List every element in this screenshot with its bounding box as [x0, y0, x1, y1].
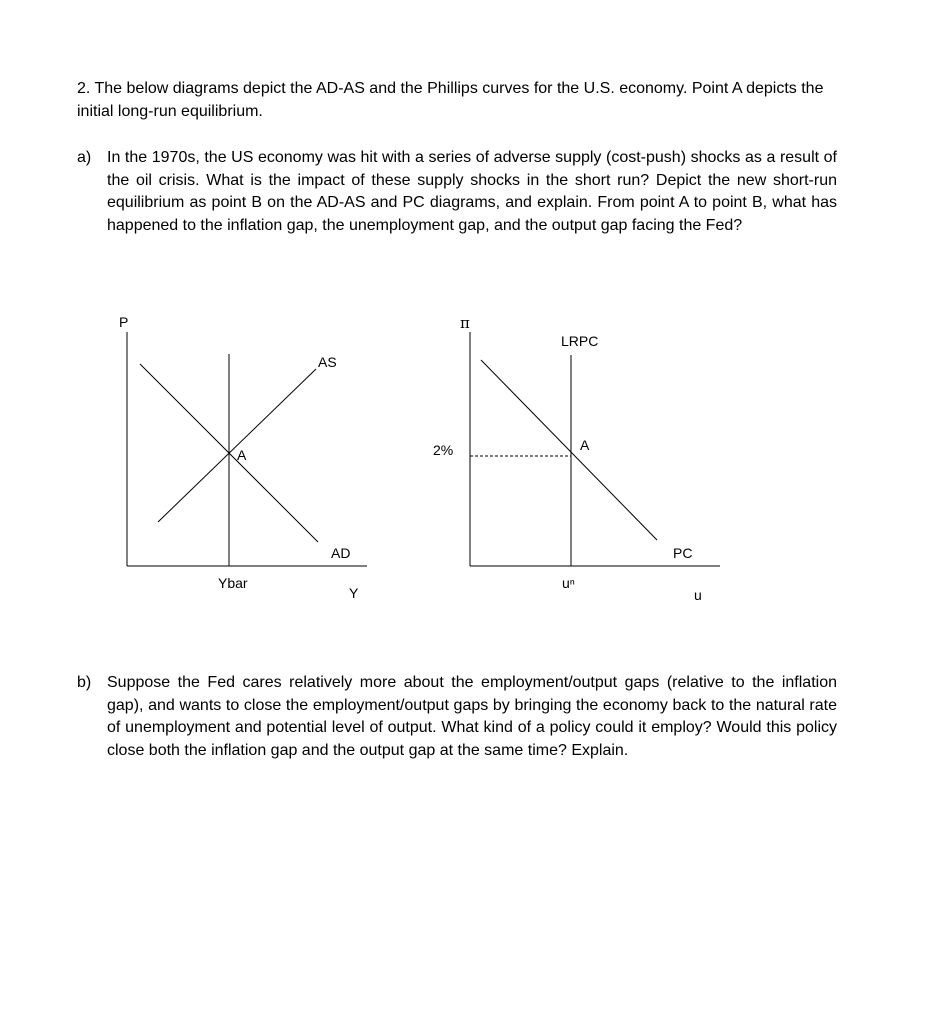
pc-diagram	[470, 332, 720, 566]
intro-paragraph: 2. The below diagrams depict the AD-AS and the Phillips curves for the U.S. economy. Point A depicts the initial long-run equilibrium.	[77, 80, 824, 120]
adas-y-axis-label: P	[119, 314, 129, 330]
question-b-label: b)	[77, 674, 92, 691]
question-b	[77, 672, 837, 762]
pc-pc-label: PC	[673, 545, 693, 561]
pc-curve	[481, 360, 657, 540]
adas-x-axis-label: Y	[349, 585, 359, 601]
adas-as-curve	[158, 369, 316, 522]
adas-ad-curve	[140, 364, 318, 542]
question-a-text: In the 1970s, the US economy was hit with a series of adverse supply (cost-push) shocks as a result of the oil crisis. What is the impact of these supply shocks in the short run? Depict the new short-run equilibrium as point B on the AD-AS and PC diagrams, and explain. From point A to point B, what has happened to the inflation gap, the unemployment gap, and the output gap facing the Fed?	[107, 149, 837, 234]
pc-x-axis-label: u	[694, 587, 702, 603]
adas-as-label: AS	[318, 354, 337, 370]
question-a-label: a)	[77, 149, 92, 166]
pc-labels	[433, 314, 702, 603]
question-b-text: Suppose the Fed cares relatively more about the employment/output gaps (relative to the inflation gap), and wants to close the employment/output gaps by bringing the economy back to the natural rate of unemployment and potential level of output. What kind of a policy could it employ? Would this policy close both the inflation gap and the output gap at the same time? Explain.	[107, 674, 837, 759]
pc-y-axis-label: π	[460, 314, 470, 332]
adas-point-a-label: A	[237, 447, 247, 463]
adas-ybar-label: Ybar	[218, 575, 248, 591]
pc-point-a-label: A	[580, 437, 590, 453]
pc-2pct-label: 2%	[433, 442, 454, 458]
adas-labels	[119, 314, 359, 601]
question-a	[77, 147, 837, 237]
adas-diagram	[127, 332, 367, 566]
pc-natural-rate-label: uⁿ	[562, 575, 575, 591]
adas-ad-label: AD	[331, 545, 351, 561]
pc-lrpc-label: LRPC	[561, 333, 599, 349]
